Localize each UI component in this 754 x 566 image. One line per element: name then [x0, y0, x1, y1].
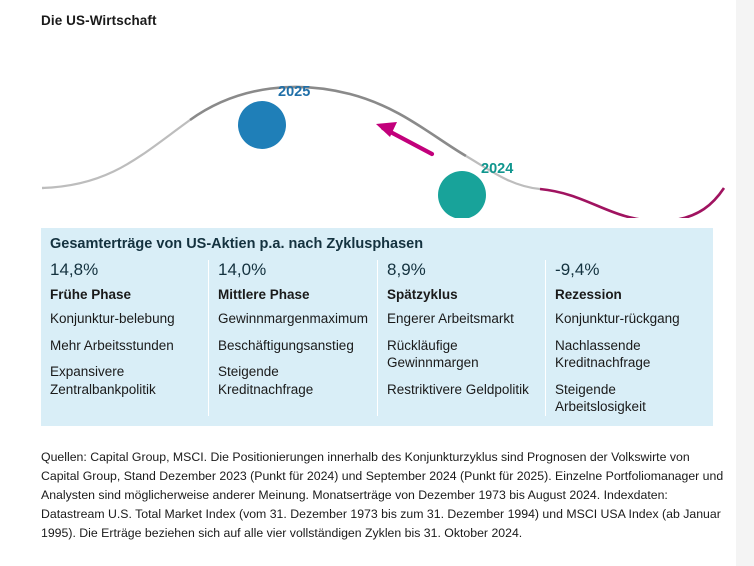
returns-table — [41, 228, 713, 426]
column-return-value: 14,0% — [217, 260, 267, 279]
column-item-list — [555, 310, 704, 416]
list-item: Engerer Arbeitsmarkt — [387, 311, 514, 327]
cycle-line-mid — [190, 87, 466, 156]
list-item: Restriktivere Geldpolitik — [387, 381, 529, 397]
column-return-value: -9,4% — [555, 260, 600, 279]
list-item: Beschäftigungsanstieg — [217, 337, 354, 353]
table-column-early — [41, 260, 209, 416]
column-phase-name: Spätzyklus — [387, 287, 458, 303]
column-item-list — [387, 310, 536, 398]
page-title: Die US-Wirtschaft — [41, 13, 157, 28]
business-cycle-chart — [0, 36, 754, 218]
list-item: Steigende Kreditnachfrage — [217, 364, 314, 397]
list-item: Konjunktur-rückgang — [555, 311, 680, 327]
column-phase-name: Frühe Phase — [50, 287, 132, 303]
list-item: Konjunktur-belebung — [50, 311, 175, 327]
column-return-value: 8,9% — [387, 260, 426, 279]
list-item: Nachlassende Kreditnachfrage — [555, 337, 651, 371]
marker-label-2025: 2025 — [278, 84, 311, 100]
column-item-list — [218, 310, 368, 398]
column-return-value: 14,8% — [50, 260, 99, 279]
list-item: Mehr Arbeitsstunden — [50, 337, 174, 353]
table-column-recession — [546, 260, 713, 416]
list-item: Steigende Arbeitslosigkeit — [555, 381, 646, 415]
table-column-late — [378, 260, 546, 416]
marker-label-2024: 2024 — [481, 161, 514, 177]
returns-table-body — [41, 260, 713, 426]
returns-table-header: Gesamterträge von US-Aktien p.a. nach Zyklusphasen — [41, 228, 713, 260]
direction-arrow-icon — [376, 122, 432, 154]
cycle-line-recession — [540, 188, 724, 218]
marker-2025 — [238, 101, 286, 149]
list-item: Rückläufige Gewinnmargen — [387, 337, 479, 371]
cycle-line-early — [42, 120, 190, 188]
list-item: Gewinnmargenmaximum — [217, 311, 369, 327]
column-phase-name: Mittlere Phase — [217, 287, 310, 303]
list-item: Expansivere Zentralbankpolitik — [50, 364, 156, 397]
marker-2024 — [438, 171, 486, 218]
column-phase-name: Rezession — [555, 287, 622, 303]
column-item-list — [50, 310, 199, 398]
table-column-mid — [209, 260, 378, 416]
source-footnote: Quellen: Capital Group, MSCI. Die Positionierungen innerhalb des Konjunkturzyklus sind Prognosen der Volkswirte von Capital Group, Stand Dezember 2023 (Punkt für 2024) und September 2024 (Punkt für 2025). Einzelne Portfoliomanager und Analysten sind möglicherweise anderer Meinung. Monatserträge von Dezember 1973 bis August 2024. Indexdaten: Datastream U.S. Total Market Index (vom 31. Dezember 1973 bis zum 31. Dezember 1994) und MSCI USA Index (ab Januar 1995). Die Erträge beziehen sich auf alle vier vollständigen Zyklen bis 31. Oktober 2024. — [41, 450, 724, 541]
